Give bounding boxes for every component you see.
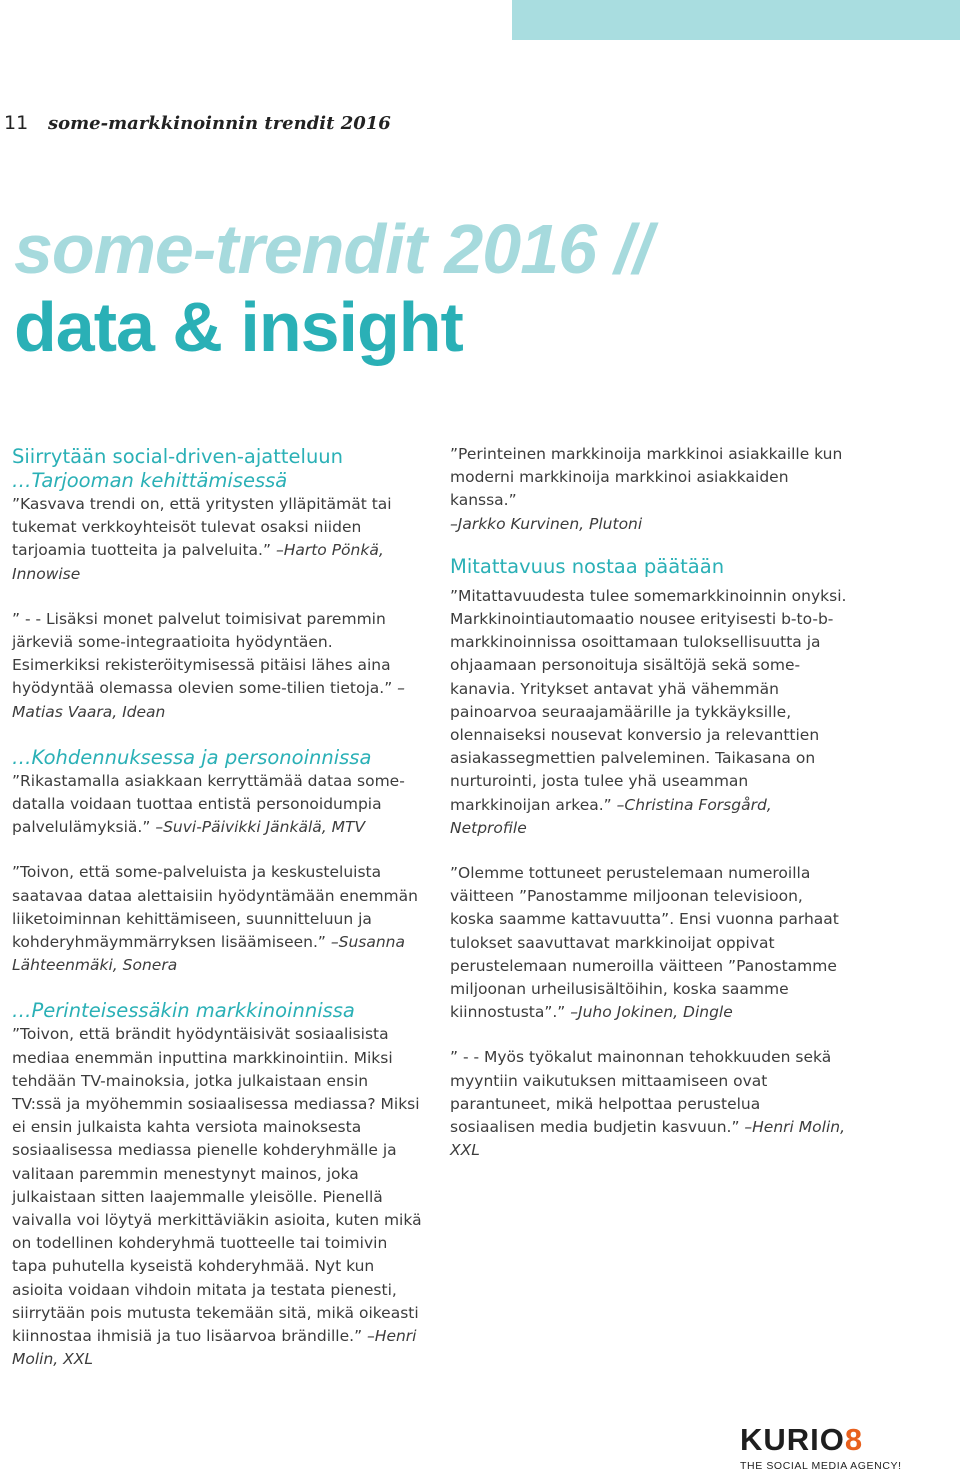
quote-attribution: –Suvi-Päivikki Jänkälä, MTV <box>155 818 366 837</box>
quote-attribution: –Henri Molin, XXL <box>450 1118 845 1160</box>
quote <box>450 443 850 513</box>
quote-text: ”Rikastamalla asiakkaan kerryttämää dataa some-datalla voidaan tuottaa entistä personoidumpia palvelulämyksiä.” <box>12 771 405 837</box>
section-subheading: …Tarjooman kehittämisessä <box>12 469 288 492</box>
quote <box>12 1023 422 1371</box>
quote-attribution: –Matias Vaara, Idean <box>12 679 405 721</box>
hero-title-line1: some-trendit 2016 // <box>14 210 652 288</box>
quote-text: ”Perinteinen markkinoija markkinoi asiakkaille kun moderni markkinoija markkinoi asiakkaiden kanssa.” <box>450 445 843 510</box>
quote <box>450 585 850 840</box>
section-subheading: …Perinteisessäkin markkinoinnissa <box>12 999 355 1023</box>
section-subheading: …Kohdennuksessa ja personoinnissa <box>12 745 372 769</box>
corner-accent-bar <box>512 0 960 40</box>
quote-text: ” - - Lisäksi monet palvelut toimisivat paremmin järkeviä some-integraatioita hyödyntäen. Esimerkiksi rekisteröitymisessä pitäisi lähes aina hyödyntää olemassa olevien some-tilien tietoja.” <box>12 609 398 698</box>
page-number: 11 <box>4 112 29 134</box>
quote-attribution: –Jarkko Kurvinen, Plutoni <box>450 514 643 533</box>
hero-title-line2: data & insight <box>14 288 463 366</box>
quote-attribution: –Harto Pönkä, Innowise <box>12 541 384 583</box>
logo-tagline: THE SOCIAL MEDIA AGENCY! <box>740 1460 902 1472</box>
quote-text: ”Toivon, että brändit hyödyntäisivät sosiaalisista mediaa enemmän inputtina markkinointiin. Miksi tehdään TV-mainoksia, jotka julkaistaan ensin TV:ssä ja myöhemmin sosiaalisessa mediassa? Miksi ei ensin julkaista kahta versiota mainoksesta sosiaalisessa mediassa pienelle kohderyhmälle ja valitaan paremmin menestynyt mainos, joka julkaistaan sitten laajemmalle yleisölle. Pienellä vaivalla voi löytyä merkittäviäkin asioita, kuten mikä on todellinen kohderyhmä tuotteelle tai toimivin tapa puhutella kyseistä kohderyhmää. Nyt kun asioita voidaan vihdoin mitata ja testata pienesti, siirrytään pois mutusta tekemään sitä, mikä oikeasti kiinnostaa ihmisiä ja tuo lisäarvoa brändille.” <box>12 1025 422 1346</box>
section-heading: Siirrytään social-driven-ajatteluun <box>12 445 344 468</box>
quote-text: ”Mitattavuudesta tulee somemarkkinoinnin onyksi. Markkinointiautomaatio nousee erityisesti b-to-b-markkinoinnissa osoittamaan tuloksellisuutta ja ohjaamaan personoituja sisältöjä sekä some-kanavia. Yritykset antavat yhä vähemmän painoarvoa seuraajamäärille ja tykkäyksille, olennaiseksi nousevat konversio ja relevanttien asiakassegmettien palveleminen. Taikasana on nurturointi, josta tulee yhä useamman markkinoijan arkea.” <box>450 586 847 814</box>
quote <box>450 862 850 1024</box>
quote-attribution: –Henri Molin, XXL <box>12 1327 417 1369</box>
quote-text: ”Kasvava trendi on, että yritysten ylläpitämät tai tukemat verkkoyhteisöt tulevat osaksi niiden tarjoamia tuotteita ja palveluita.” <box>12 495 392 560</box>
quote <box>450 1046 850 1162</box>
quote <box>12 608 422 724</box>
logo-mark-icon: 8 <box>844 1422 864 1457</box>
right-column <box>450 443 850 1162</box>
quote-attribution: –Christina Forsgård, Netprofile <box>450 795 772 837</box>
quote <box>12 770 422 840</box>
quote-attribution: –Susanna Lähteenmäki, Sonera <box>12 933 406 975</box>
logo-wordmark: KURIO8 <box>740 1422 864 1457</box>
quote-text: ”Olemme tottuneet perustelemaan numeroilla väitteen ”Panostamme miljoonan televisioon, koska saamme kattavuutta”. Ensi vuonna parhaat tulokset saavuttavat markkinoijat oppivat perustelemaan numeroilla väitteen ”Panostamme miljoonan urheilusisältöihin, koska saamme kiinnostusta”.” <box>450 864 839 1022</box>
quote <box>12 861 422 977</box>
left-column <box>12 445 422 1372</box>
quote <box>12 493 422 586</box>
kurio-logo[interactable] <box>740 1424 902 1472</box>
section-heading: Mitattavuus nostaa päätään <box>450 554 725 578</box>
quote-text: ” - - Myös työkalut mainonnan tehokkuuden sekä myyntiin vaikutuksen mittaamiseen ovat parantuneet, mikä helpottaa perustelua sosiaalisen media budjetin kasvuun.” <box>450 1048 832 1137</box>
quote-attribution: –Juho Jokinen, Dingle <box>570 1003 733 1022</box>
quote-text: ”Toivon, että some-palveluista ja keskusteluista saatavaa dataa alettaisiin hyödyntämään enemmän liiketoiminnan kehittämiseen, suunnitteluun ja kohderyhmäymmärryksen lisäämiseen.” <box>12 863 418 952</box>
running-title: some-markkinoinnin trendit 2016 <box>48 113 391 134</box>
